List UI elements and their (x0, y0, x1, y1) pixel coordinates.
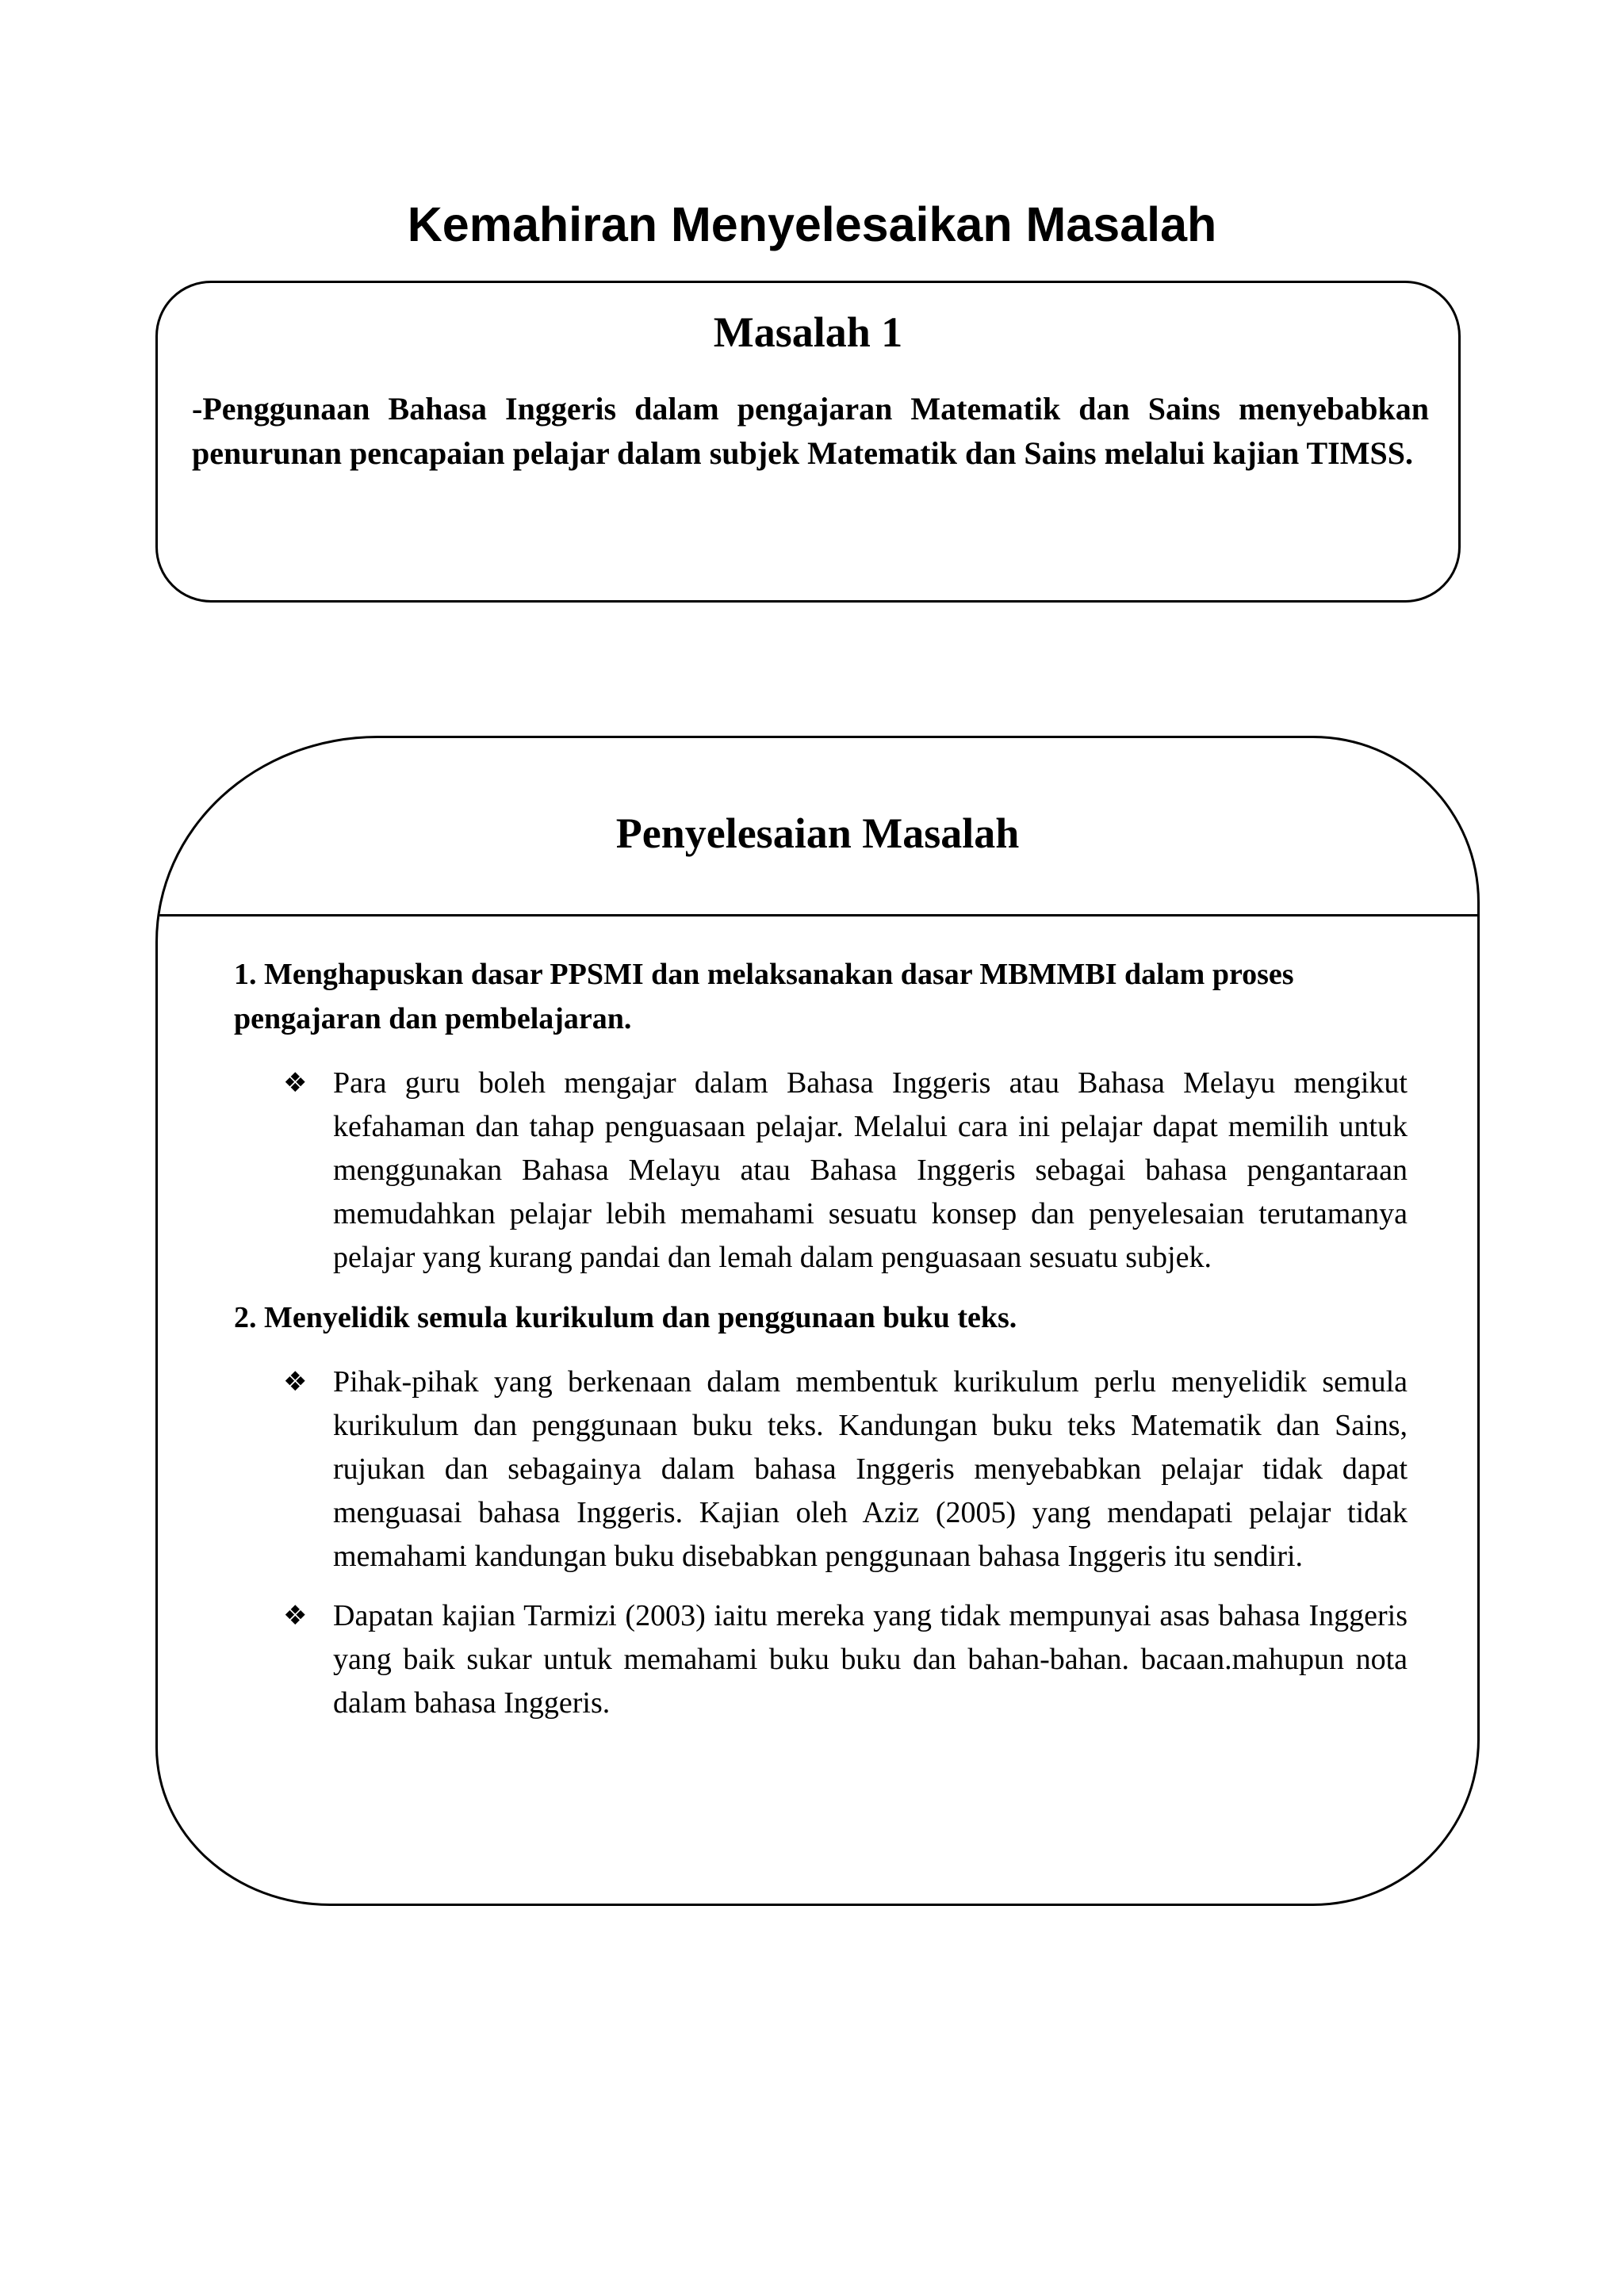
diamond-bullet-icon: ❖ (283, 1366, 308, 1398)
solution-bullet (234, 1360, 1408, 1578)
solution-point-heading: 2. Menyelidik semula kurikulum dan penggunaan buku teks. (234, 1301, 1017, 1334)
solution-heading: Penyelesaian Masalah (615, 809, 1020, 857)
solution-bullet-text: Para guru boleh mengajar dalam Bahasa Inggeris atau Bahasa Melayu mengikut kefahaman dan tahap penguasaan pelajar. Melalui cara ini pelajar dapat memilih untuk menggunakan Bahasa Melayu atau Bahasa Inggeris sebagai bahasa pengantaraan memudahkan pelajar lebih memahami sesuatu konsep dan penyelesaian terutamanya pelajar yang kurang pandai dan lemah dalam penguasaan sesuatu subjek. (333, 1066, 1408, 1274)
problem-box (155, 281, 1461, 603)
solution-content (234, 952, 1408, 1741)
solution-bullet (234, 1594, 1408, 1725)
problem-statement: -Penggunaan Bahasa Inggeris dalam pengajaran Matematik dan Sains menyebabkan penurunan pencapaian pelajar dalam subjek Matematik dan Sains melalui kajian TIMSS. (192, 391, 1429, 471)
diamond-bullet-icon: ❖ (283, 1600, 308, 1632)
diamond-bullet-icon: ❖ (283, 1067, 308, 1099)
problem-heading: Masalah 1 (713, 308, 903, 356)
solution-bullet-text: Dapatan kajian Tarmizi (2003) iaitu mereka yang tidak mempunyai asas bahasa Inggeris yang baik sukar untuk memahami buku buku dan bahan-bahan. bacaan.mahupun nota dalam bahasa Inggeris. (333, 1599, 1408, 1720)
solution-box (155, 736, 1480, 1906)
solution-bullet (234, 1062, 1408, 1280)
solution-divider (158, 914, 1477, 916)
solution-point-heading: 1. Menghapuskan dasar PPSMI dan melaksanakan dasar MBMMBI dalam proses pengajaran dan pembelajaran. (234, 958, 1294, 1035)
page-title: Kemahiran Menyelesaikan Masalah (407, 197, 1217, 251)
solution-bullet-text: Pihak-pihak yang berkenaan dalam membentuk kurikulum perlu menyelidik semula kurikulum dan penggunaan buku teks. Kandungan buku teks Matematik dan Sains, rujukan dan sebagainya dalam bahasa Inggeris menyebabkan pelajar tidak dapat menguasai bahasa Inggeris. Kajian oleh Aziz (2005) yang mendapati pelajar tidak memahami kandungan buku disebabkan penggunaan bahasa Inggeris itu sendiri. (333, 1365, 1408, 1573)
